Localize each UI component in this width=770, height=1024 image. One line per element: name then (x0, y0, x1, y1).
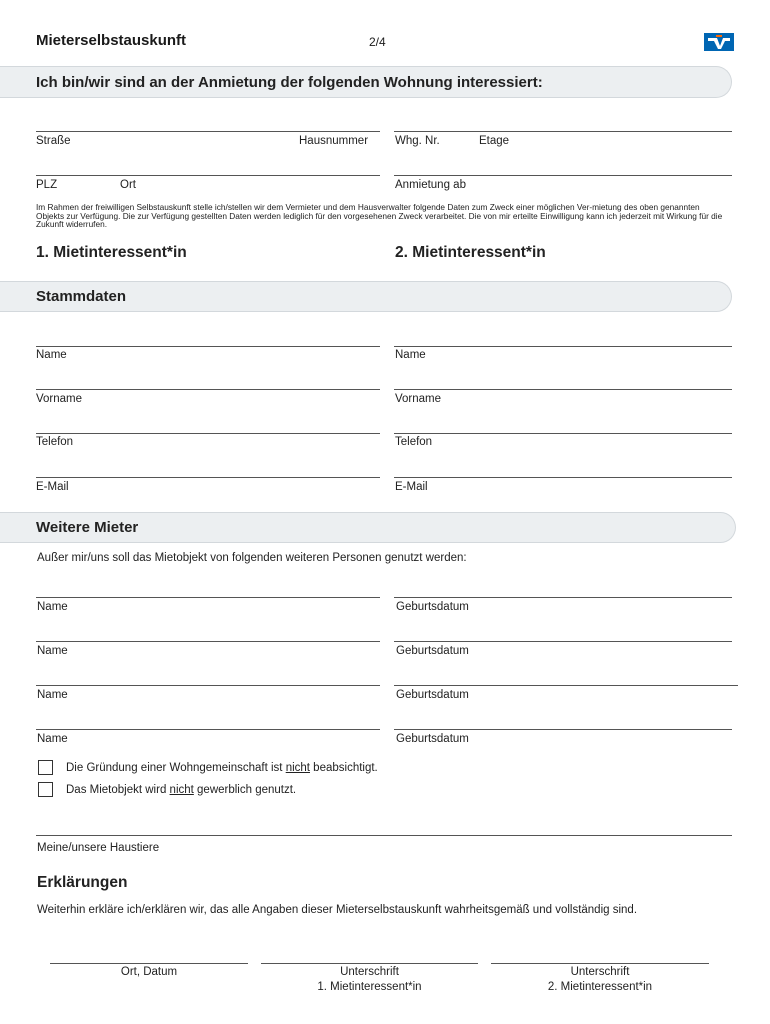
label-extra-name-2: Name (37, 645, 68, 657)
erklaerungen-heading: Erklärungen (37, 874, 128, 891)
haustiere-field[interactable] (36, 835, 732, 836)
extra-tenant-2-birth-field[interactable] (394, 641, 732, 642)
label-telefon-1: Telefon (36, 436, 74, 448)
extra-tenant-3-name-field[interactable] (36, 685, 380, 686)
zip-city-field[interactable] (36, 175, 380, 176)
applicant-2-email-field[interactable] (394, 477, 732, 478)
extra-tenant-1-name-field[interactable] (36, 597, 380, 598)
label-hausnummer: Hausnummer (299, 135, 369, 147)
label-unterschrift-2: Unterschrift (570, 966, 630, 978)
label-vorname-2: Vorname (395, 393, 442, 405)
applicant-2-vorname-field[interactable] (394, 389, 732, 390)
erklaerungen-text: Weiterhin erkläre ich/erklären wir, das alle Angaben dieser Mieterselbstauskunft wahrheitsgemäß und vollständig sind. (37, 904, 638, 916)
start-date-field[interactable] (394, 175, 732, 176)
label-signature-1-sub: 1. Mietinteressent*in (317, 981, 422, 993)
label-strasse: Straße (36, 135, 71, 147)
street-field[interactable] (36, 131, 380, 132)
applicant-2-heading: 2. Mietinteressent*in (395, 244, 546, 261)
label-extra-birth-4: Geburtsdatum (396, 733, 469, 745)
label-extra-birth-2: Geburtsdatum (396, 645, 469, 657)
document-title: Mieterselbstauskunft (36, 32, 187, 49)
label-vorname-1: Vorname (36, 393, 83, 405)
consent-text: Im Rahmen der freiwilligen Selbstauskunft stelle ich/stellen wir dem Vermieter und dem Hausverwalter folgende Daten zum Zweck einer möglichen Ver-mietung des oben genannten Objekts zur Verfügung. Die zur Verfügung gestellten Daten werden lediglich für den vorgesehenen Zweck verarbeitet. Die von mir erteilte Einwilligung kann ich jederzeit mit Wirkung für die Zukunft widerrufen. (36, 202, 723, 230)
label-ort-datum: Ort, Datum (120, 966, 178, 978)
bank-logo-icon (704, 33, 734, 51)
label-name-2: Name (395, 349, 426, 361)
ort-datum-field[interactable] (50, 963, 248, 964)
applicant-2-name-field[interactable] (394, 346, 732, 347)
extra-tenant-1-birth-field[interactable] (394, 597, 732, 598)
label-whg-nr: Whg. Nr. (395, 135, 440, 147)
extra-tenant-3-birth-field[interactable] (394, 685, 738, 686)
label-telefon-2: Telefon (395, 436, 433, 448)
wg-checkbox[interactable] (38, 760, 53, 775)
extra-tenant-4-birth-field[interactable] (394, 729, 732, 730)
label-unterschrift-1: Unterschrift (340, 966, 399, 978)
weitere-mieter-intro: Außer mir/uns soll das Mietobjekt von folgenden weiteren Personen genutzt werden: (37, 552, 467, 564)
applicant-2-telefon-field[interactable] (394, 433, 732, 434)
label-extra-name-4: Name (37, 733, 68, 745)
unit-field[interactable] (394, 131, 732, 132)
applicant-1-vorname-field[interactable] (36, 389, 380, 390)
label-signature-2-sub: 2. Mietinteressent*in (547, 981, 653, 993)
label-plz: PLZ (36, 179, 58, 191)
label-email-2: E-Mail (395, 481, 428, 493)
label-etage: Etage (479, 135, 510, 147)
extra-tenant-4-name-field[interactable] (36, 729, 380, 730)
label-ort: Ort (120, 179, 136, 191)
label-name-1: Name (36, 349, 67, 361)
applicant-1-telefon-field[interactable] (36, 433, 380, 434)
extra-tenant-2-name-field[interactable] (36, 641, 380, 642)
label-extra-birth-3: Geburtsdatum (396, 689, 469, 701)
page-number: 2/4 (369, 35, 386, 49)
gewerblich-checkbox[interactable] (38, 782, 53, 797)
signature-1-field[interactable] (261, 963, 478, 964)
applicant-1-name-field[interactable] (36, 346, 380, 347)
gewerblich-label: Das Mietobjekt wird nicht gewerblich genutzt. (66, 784, 297, 796)
label-email-1: E-Mail (36, 481, 69, 493)
section-header-weitere-mieter: Weitere Mieter (0, 512, 736, 543)
signature-2-field[interactable] (491, 963, 709, 964)
label-extra-name-1: Name (37, 601, 68, 613)
label-extra-birth-1: Geburtsdatum (396, 601, 469, 613)
section-header-interest: Ich bin/wir sind an der Anmietung der folgenden Wohnung interessiert: (0, 66, 732, 98)
section-header-stammdaten: Stammdaten (0, 281, 732, 312)
wg-label: Die Gründung einer Wohngemeinschaft ist nicht beabsichtigt. (66, 762, 378, 774)
label-extra-name-3: Name (37, 689, 68, 701)
applicant-1-heading: 1. Mietinteressent*in (36, 244, 187, 261)
label-anmietung: Anmietung ab (395, 179, 466, 191)
label-haustiere: Meine/unsere Haustiere (37, 842, 160, 854)
applicant-1-email-field[interactable] (36, 477, 380, 478)
